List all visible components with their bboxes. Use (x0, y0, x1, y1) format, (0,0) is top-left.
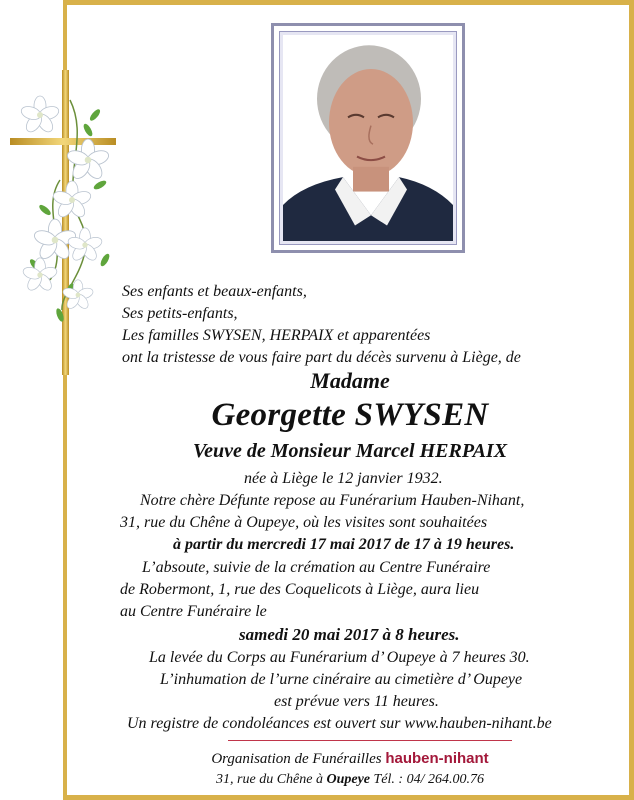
birth-line: née à Liège le 12 janvier 1932. (244, 470, 443, 487)
intro-line: ont la tristesse de vous faire part du décès survenu à Liège, de (122, 349, 521, 366)
intro-line: Ses enfants et beaux-enfants, (122, 283, 307, 300)
intro-line: Ses petits-enfants, (122, 305, 238, 322)
deceased-name: Georgette SWYSEN (211, 397, 489, 433)
intro-line: Les familles SWYSEN, HERPAIX et apparentées (122, 327, 431, 344)
organiser-address (70, 772, 630, 788)
footer-divider (228, 740, 512, 741)
address-street: 31, rue du Chêne à (216, 772, 323, 787)
portrait-frame (271, 23, 465, 253)
ceremony-date: samedi 20 mai 2017 à 8 heures. (239, 625, 460, 644)
cross-with-flowers-icon (0, 60, 130, 380)
levee-line: La levée du Corps au Funérarium d’ Oupeye à 7 heures 30. (149, 649, 530, 666)
absoute-place-line: au Centre Funéraire le (120, 603, 267, 620)
frame-left-border-bottom (63, 372, 67, 800)
frame-top-border (64, 0, 634, 5)
absoute-address-line: de Robermont, 1, rue des Coquelicots à Liège, aura lieu (120, 581, 480, 598)
repose-address-line: 31, rue du Chêne à Oupeye, où les visites sont souhaitées (120, 514, 488, 531)
portrait-photo (283, 35, 453, 241)
urne-line: L’inhumation de l’urne cinéraire au cimetière d’ Oupeye (160, 671, 523, 688)
widow-line: Veuve de Monsieur Marcel HERPAIX (192, 440, 508, 462)
address-town: Oupeye (326, 772, 371, 787)
absoute-line: L’absoute, suivie de la crémation au Centre Funéraire (142, 559, 491, 576)
family-intro (122, 281, 622, 369)
urne-time-line: est prévue vers 11 heures. (274, 693, 439, 710)
condolences-register: Un registre de condoléances est ouvert sur www.hauben-nihant.be (127, 715, 552, 732)
visits-schedule: à partir du mercredi 17 mai 2017 de 17 à 19 heures. (173, 536, 515, 553)
organiser-label: Organisation de Funérailles (211, 751, 382, 767)
repose-line: Notre chère Défunte repose au Funérarium Hauben-Nihant, (140, 492, 525, 509)
frame-bottom-border (64, 795, 634, 800)
honorific: Madame (310, 368, 390, 393)
brand-logo: hauben-nihant (385, 750, 489, 767)
funeral-organiser (70, 750, 630, 768)
address-phone: Tél. : 04/ 264.00.76 (373, 772, 484, 787)
